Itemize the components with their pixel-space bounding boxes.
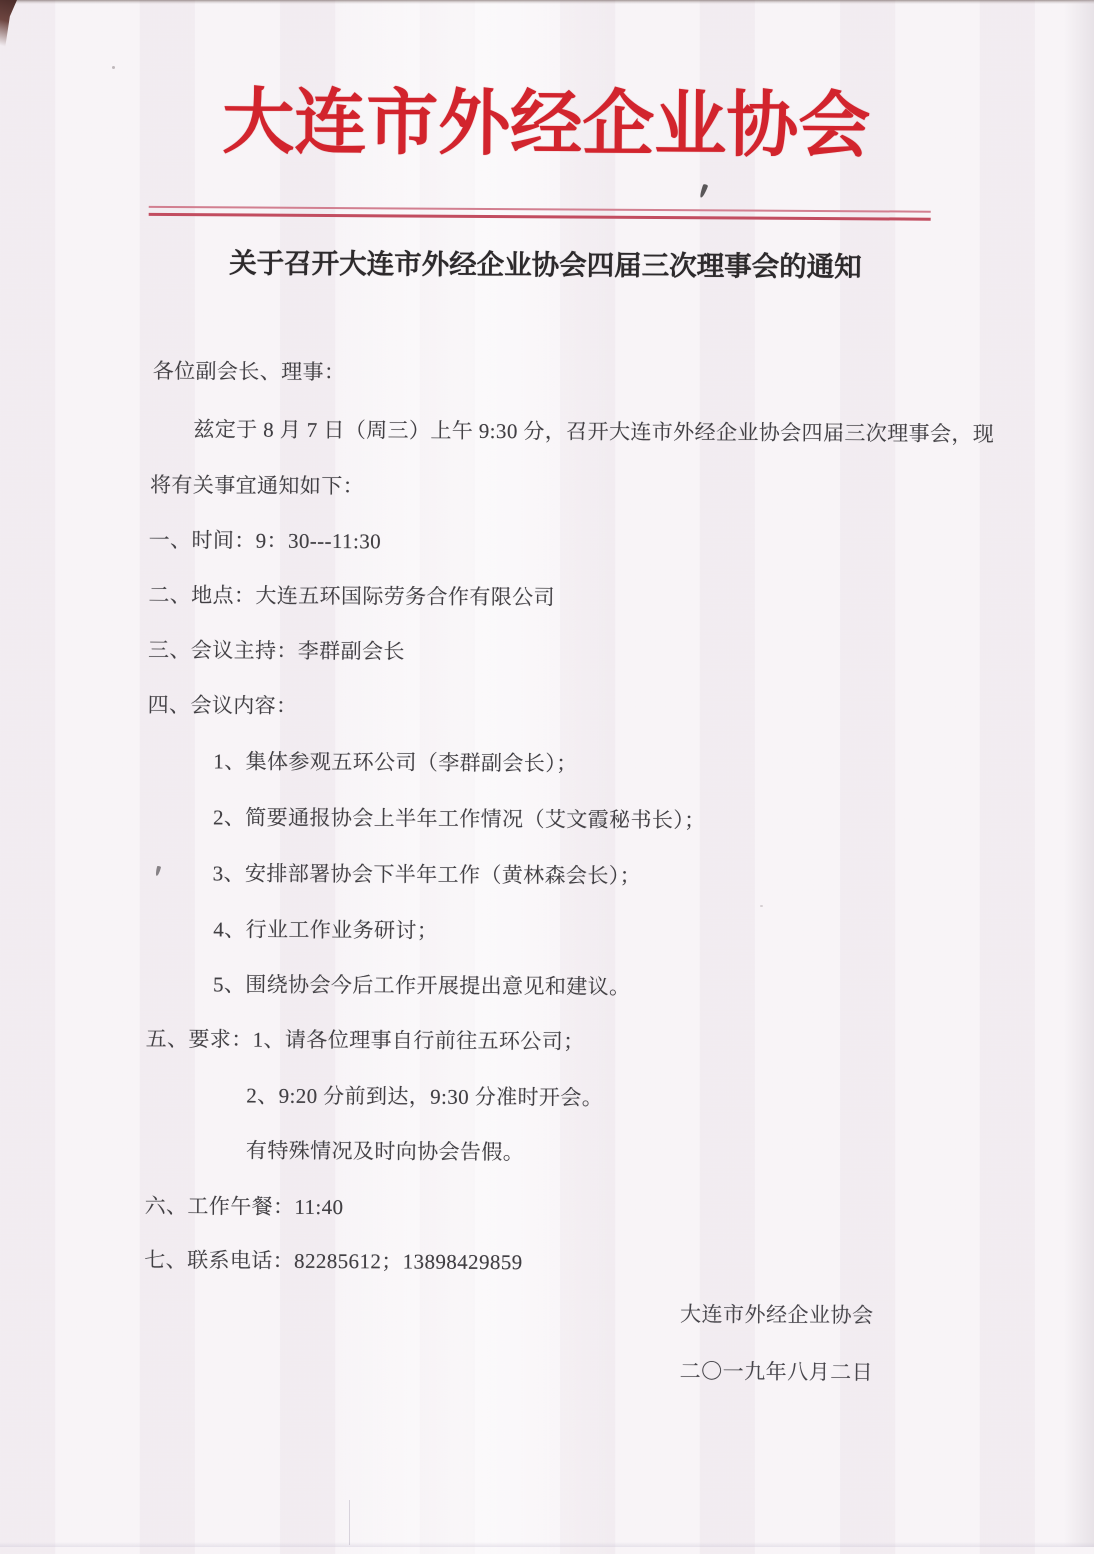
scan-edge-right [1064,0,1094,1547]
requirement-2: 2、9:20 分前到达，9:30 分准时开会。 [246,1083,604,1110]
org-letterhead-title: 大连市外经企业协会 [221,82,871,167]
intro-line-1: 兹定于 8 月 7 日（周三）上午 9:30 分，召开大连市外经企业协会四届三次理事会，现 [193,417,995,447]
item-host: 三、会议主持：李群副会长 [147,637,405,664]
intro-line-2: 将有关事宜通知如下： [149,472,365,499]
item-contact: 七、联系电话：82285612；13898429859 [144,1247,523,1275]
signature-date: 二〇一九年八月二日 [679,1359,874,1385]
notice-heading: 关于召开大连市外经企业协会四届三次理事会的通知 [229,247,862,283]
salutation-line: 各位副会长、理事： [152,358,346,385]
item-agenda-header: 四、会议内容： [147,692,298,718]
agenda-item-3: 3、安排部署协会下半年工作（黄林森会长）； [212,861,642,888]
item-requirements: 五、要求：1、请各位理事自行前往五环公司； [145,1026,585,1054]
item-location: 二、地点：大连五环国际劳务合作有限公司 [148,582,556,610]
signature-org: 大连市外经企业协会 [679,1302,874,1328]
scan-edge-top [0,0,1094,4]
item-lunch: 六、工作午餐：11:40 [144,1193,344,1220]
item-time: 一、时间：9：30---11:30 [148,527,382,554]
scan-speck [112,66,115,69]
scan-speck [760,905,763,907]
red-double-rule [149,206,931,221]
agenda-item-2: 2、简要通报协会上半年工作情况（艾文霞秘书长）； [212,805,706,833]
agenda-item-5: 5、围绕协会今后工作开展提出意见和建议。 [212,972,631,999]
scan-edge-bottom [0,1542,1094,1547]
agenda-item-4: 4、行业工作业务研讨； [213,917,439,943]
requirement-note: 有特殊情况及时向协会告假。 [245,1138,525,1165]
scan-hairline-artifact [349,1500,350,1545]
agenda-item-1: 1、集体参观五环公司（李群副会长）； [213,749,578,776]
